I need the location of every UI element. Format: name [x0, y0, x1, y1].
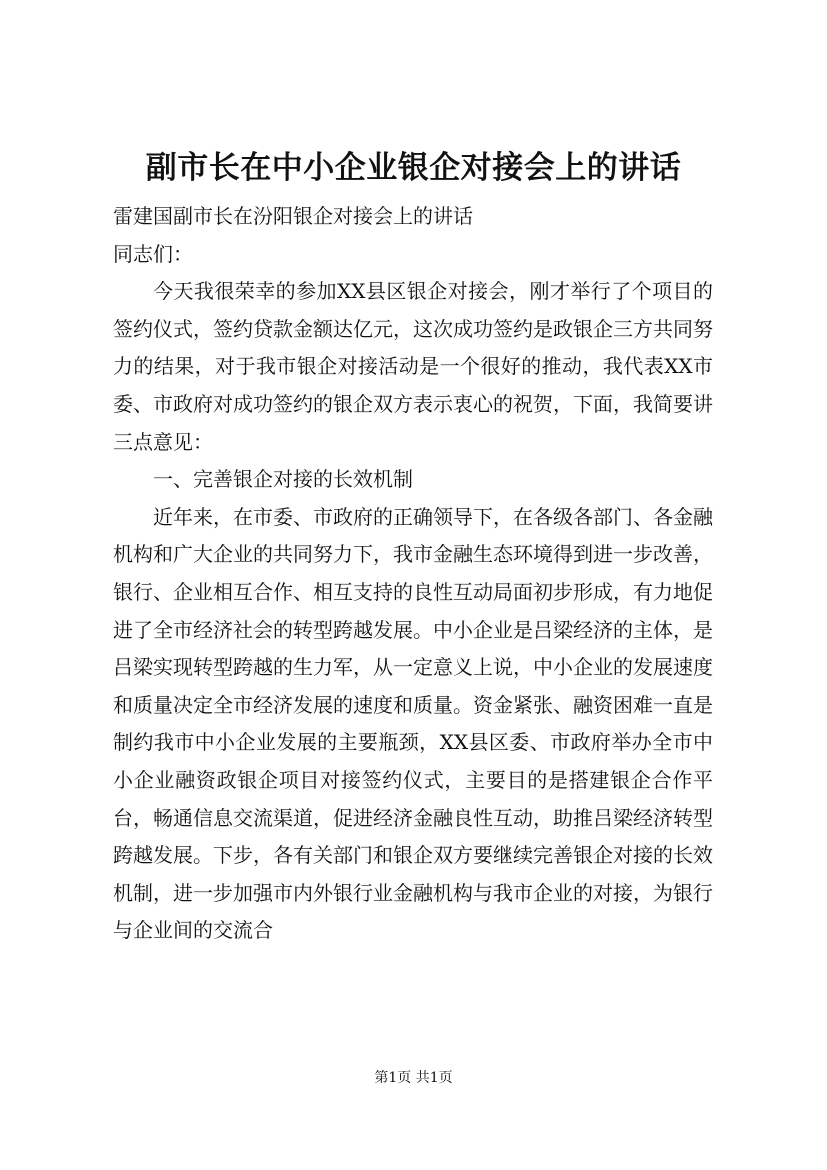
document-subtitle: 雷建国副市长在汾阳银企对接会上的讲话 — [113, 204, 473, 228]
section-heading-1: 一、完善银企对接的长效机制 — [153, 467, 413, 492]
paragraph-opening: 今天我很荣幸的参加XX县区银企对接会，刚才举行了个项目的签约仪式，签约贷款金额达亿元，这次成功签约是政银企三方共同努力的结果，对于我市银企对接活动是一个很好的推动，我代表XX市委、市政府对成功签约的银企双方表示衷心的祝贺，下面，我简要讲三点意见： — [113, 279, 713, 454]
document-body — [113, 198, 713, 950]
page-number-footer: 第1页 共1页 — [374, 1070, 453, 1086]
paragraph-section-1: 近年来，在市委、市政府的正确领导下，在各级各部门、各金融机构和广大企业的共同努力下，我市金融生态环境得到进一步改善，银行、企业相互合作、相互支持的良性互动局面初步形成，有力地促进了全市经济社会的转型跨越发展。中小企业是吕梁经济的主体，是吕梁实现转型跨越的生力军，从一定意义上说，中小企业的发展速度和质量决定全市经济发展的速度和质量。资金紧张、融资困难一直是制约我市中小企业发展的主要瓶颈，XX县区委、市政府举办全市中小企业融资政银企项目对接签约仪式，主要目的是搭建银企合作平台，畅通信息交流渠道，促进经济金融良性互动，助推吕梁经济转型跨越发展。下步，各有关部门和银企双方要继续完善银企对接的长效机制，进一步加强市内外银行业金融机构与我市企业的对接，为银行与企业间的交流合 — [113, 504, 713, 943]
document-title: 副市长在中小企业银企对接会上的讲话 — [145, 150, 682, 186]
salutation: 同志们： — [113, 241, 193, 266]
